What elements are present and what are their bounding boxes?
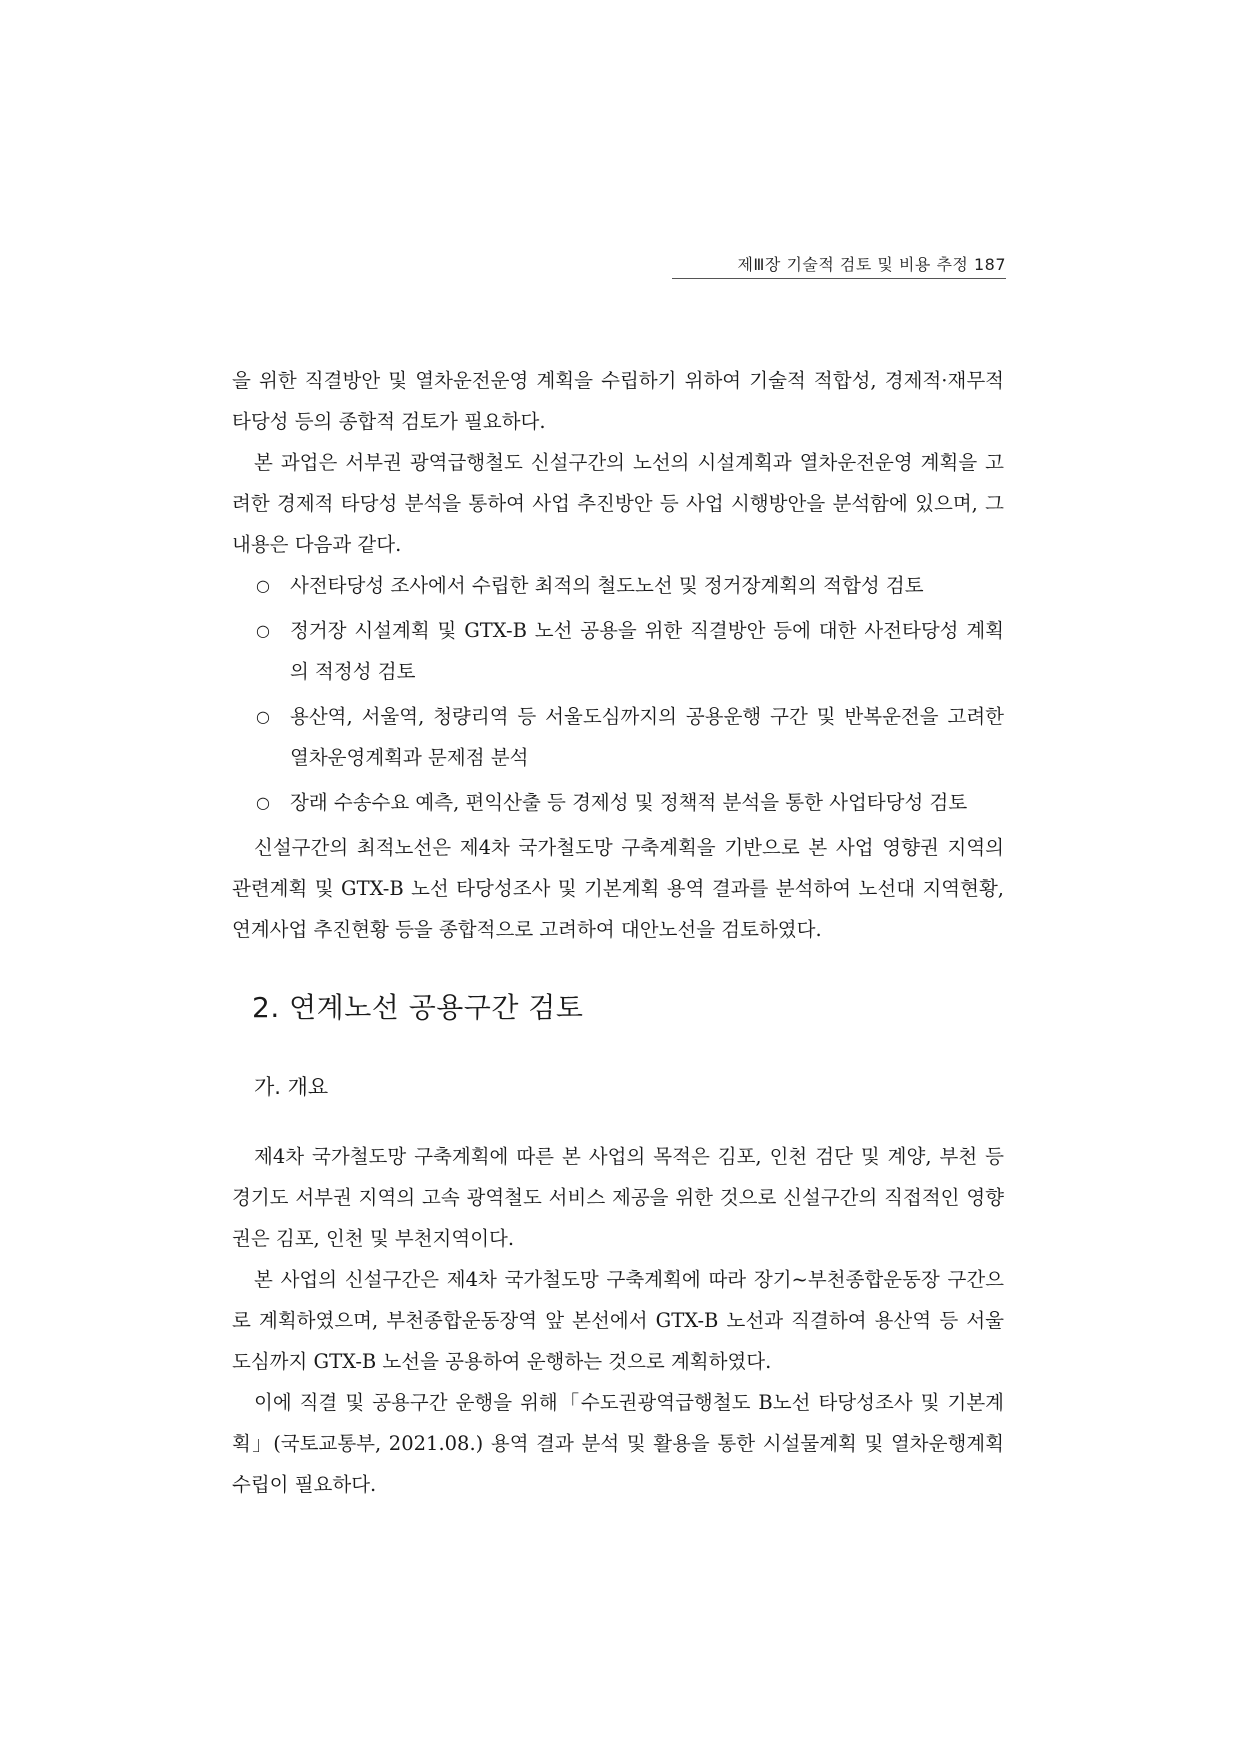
- paragraph-new-section: 본 사업의 신설구간은 제4차 국가철도망 구축계획에 따라 장기~부천종합운동장 구간으로 계획하였으며, 부천종합운동장역 앞 본선에서 GTX-B 노선과 직결하여 용산역 등 서울 도심까지 GTX-B 노선을 공용하여 운행하는 것으로 계획하였다.: [232, 1268, 1004, 1373]
- paragraph-continuation: 을 위한 직결방안 및 열차운전운영 계획을 수립하기 위하여 기술적 적합성, 경제적·재무적 타당성 등의 종합적 검토가 필요하다.: [232, 369, 1004, 433]
- running-header: 제Ⅲ장 기술적 검토 및 비용 추정 187: [737, 255, 1006, 274]
- paragraph-requirement: 이에 직결 및 공용구간 운행을 위해「수도권광역급행철도 B노선 타당성조사 및 기본계획」(국토교통부, 2021.08.) 용역 결과 분석 및 활용을 통한 시설물계획 및 열차운행계획 수립이 필요하다.: [232, 1391, 1004, 1496]
- scope-bullet-list: [232, 565, 1004, 823]
- paragraph-scope: 본 과업은 서부권 광역급행철도 신설구간의 노선의 시설계획과 열차운전운영 계획을 고려한 경제적 타당성 분석을 통하여 사업 추진방안 등 사업 시행방안을 분석함에 있으며, 그 내용은 다음과 같다.: [232, 451, 1004, 556]
- list-item-text: 용산역, 서울역, 청량리역 등 서울도심까지의 공용운행 구간 및 반복운전을 고려한 열차운영계획과 문제점 분석: [290, 705, 1004, 769]
- list-item-text: 장래 수송수요 예측, 편익산출 등 경제성 및 정책적 분석을 통한 사업타당성 검토: [290, 791, 968, 814]
- list-item-text: 정거장 시설계획 및 GTX-B 노선 공용을 위한 직결방안 등에 대한 사전타당성 계획의 적정성 검토: [290, 619, 1004, 683]
- circle-bullet-icon: ○: [256, 707, 270, 726]
- list-item: [232, 782, 1004, 823]
- page-content: [232, 360, 1004, 1505]
- list-item: [232, 696, 1004, 778]
- list-item-text: 사전타당성 조사에서 수립한 최적의 철도노선 및 정거장계획의 적합성 검토: [290, 574, 924, 597]
- paragraph-purpose: 제4차 국가철도망 구축계획에 따른 본 사업의 목적은 김포, 인천 검단 및 계양, 부천 등 경기도 서부권 지역의 고속 광역철도 서비스 제공을 위한 것으로 신설구간의 직접적인 영향권은 김포, 인천 및 부천지역이다.: [232, 1145, 1004, 1250]
- header-rule: [672, 278, 1006, 279]
- list-item: [232, 565, 1004, 606]
- list-item: [232, 610, 1004, 692]
- paragraph-route-review: 신설구간의 최적노선은 제4차 국가철도망 구축계획을 기반으로 본 사업 영향권 지역의 관련계획 및 GTX-B 노선 타당성조사 및 기본계획 용역 결과를 분석하여 노선대 지역현황, 연계사업 추진현황 등을 종합적으로 고려하여 대안노선을 검토하였다.: [232, 836, 1004, 941]
- circle-bullet-icon: ○: [256, 621, 270, 640]
- circle-bullet-icon: ○: [256, 576, 270, 595]
- section-title: 2. 연계노선 공용구간 검토: [252, 991, 584, 1024]
- subsection-title: 가. 개요: [254, 1075, 329, 1099]
- circle-bullet-icon: ○: [256, 793, 270, 812]
